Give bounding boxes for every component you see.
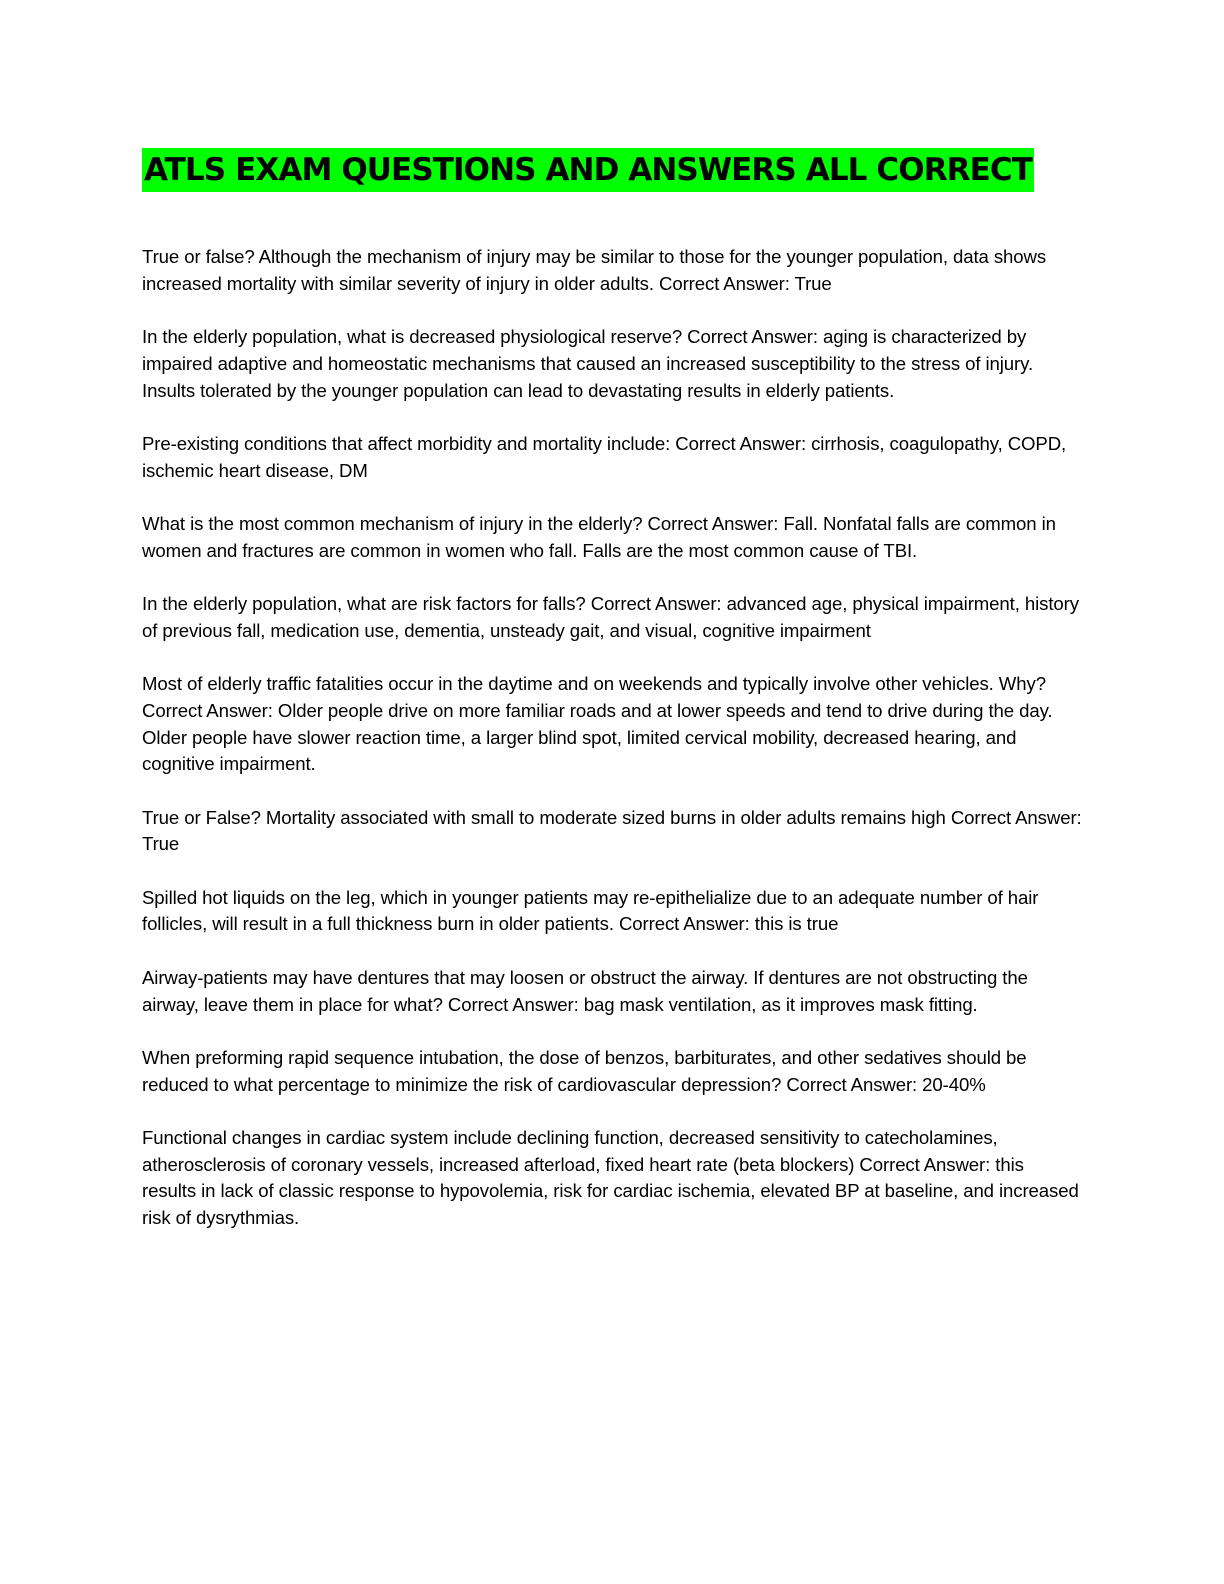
qa-item: In the elderly population, what is decreased physiological reserve? Correct Answer: aging is characterized by impaired adaptive and homeostatic mechanisms that caused an increased susceptibility to the stress of injury. Insults tolerated by the younger population can lead to devastating results in elderly patients. — [142, 326, 1034, 401]
qa-item: What is the most common mechanism of injury in the elderly? Correct Answer: Fall. Nonfatal falls are common in women and fractures are common in women who fall. Falls are the most common cause of TBI. — [142, 512, 1056, 561]
qa-item: True or false? Although the mechanism of injury may be similar to those for the younger population, data shows increased mortality with similar severity of injury in older adults. Correct Answer: True — [142, 246, 1047, 294]
qa-item: Functional changes in cardiac system include declining function, decreased sensitivity to catecholamines, atherosclerosis of coronary vessels, increased afterload, fixed heart rate (beta blockers) Correct Answer: this results in lack of classic response to hypovolemia, risk for cardiac ischemia, elevated BP at baseline, and increased risk of dysrythmias. — [142, 1127, 1079, 1229]
qa-item: Most of elderly traffic fatalities occur in the daytime and on weekends and typically involve other vehicles. Why? Correct Answer: Older people drive on more familiar roads and at lower speeds and tend to drive during the day. Older people have slower reaction time, a larger blind spot, limited cervical mobility, decreased hearing, and cognitive impairment. — [142, 673, 1053, 775]
qa-item: True or False? Mortality associated with small to moderate sized burns in older adults remains high Correct Answer: True — [142, 806, 1082, 855]
qa-item: When preforming rapid sequence intubation, the dose of benzos, barbiturates, and other sedatives should be reduced to what percentage to minimize the risk of cardiovascular depression? Correct Answer: 20-40% — [142, 1046, 1027, 1095]
qa-item: Spilled hot liquids on the leg, which in younger patients may re-epithelialize due to an adequate number of hair follicles, will result in a full thickness burn in older patients. Correct Answer: this is true — [142, 886, 1039, 935]
qa-item: In the elderly population, what are risk factors for falls? Correct Answer: advanced age, physical impairment, history of previous fall, medication use, dementia, unsteady gait, and visual, cognitive impairment — [142, 593, 1079, 641]
qa-item: Airway-patients may have dentures that may loosen or obstruct the airway. If dentures are not obstructing the airway, leave them in place for what? Correct Answer: bag mask ventilation, as it improves mask fitting. — [142, 966, 1028, 1015]
qa-list — [142, 244, 1082, 1232]
qa-item: Pre-existing conditions that affect morbidity and mortality include: Correct Answer: cirrhosis, coagulopathy, COPD, ischemic heart disease, DM — [142, 432, 1067, 481]
page-title: ATLS EXAM QUESTIONS AND ANSWERS ALL CORRECT — [142, 148, 1034, 192]
document-page — [142, 148, 1082, 1259]
